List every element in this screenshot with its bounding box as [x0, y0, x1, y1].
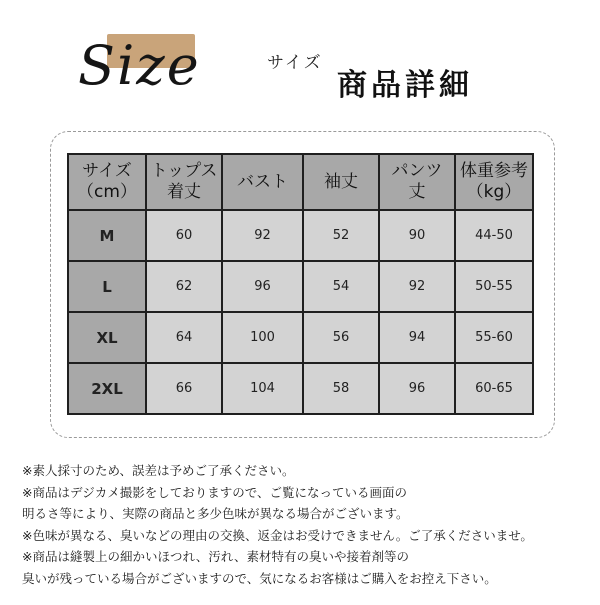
size-label-cell: L — [68, 261, 146, 312]
notes-list — [22, 460, 592, 589]
table-cell: 66 — [146, 363, 222, 414]
header-line: 袖丈 — [324, 171, 358, 192]
table-cell: 104 — [222, 363, 303, 414]
note-line: ※商品はデジカメ撮影をしておりますので、ご覧になっている画面の — [22, 484, 407, 500]
note-line: ※商品は縫製上の細かいほつれ、汚れ、素材特有の臭いや接着剤等の — [22, 549, 409, 564]
header-cell-pants-length — [379, 154, 455, 210]
header-line: 丈 — [408, 182, 426, 202]
size-script-title: Size — [78, 34, 201, 97]
size-japanese-label: サイズ — [267, 53, 323, 73]
table-cell: 62 — [146, 261, 222, 312]
table-cell: 96 — [379, 363, 455, 414]
header-cell-bust — [222, 154, 303, 210]
note-line: 明るさ等により、実際の商品と多少色味が異なる場合がございます。 — [22, 506, 409, 521]
table-cell: 55-60 — [455, 312, 533, 363]
size-table — [67, 153, 534, 415]
table-row — [68, 210, 533, 261]
page-title: 商品詳細 — [337, 68, 473, 103]
table-cell: 54 — [303, 261, 379, 312]
header-line: （cm） — [77, 182, 137, 202]
header-line: （kg） — [466, 182, 522, 202]
size-label-cell: M — [68, 210, 146, 261]
table-cell: 44-50 — [455, 210, 533, 261]
table-cell: 60-65 — [455, 363, 533, 414]
header-cell-sleeve — [303, 154, 379, 210]
size-label-cell: XL — [68, 312, 146, 363]
header-line: サイズ — [82, 161, 132, 181]
table-cell: 96 — [222, 261, 303, 312]
header-line: 体重参考 — [460, 161, 528, 181]
header-line: パンツ — [391, 161, 443, 181]
table-cell: 100 — [222, 312, 303, 363]
table-cell: 50-55 — [455, 261, 533, 312]
header-cell-tops-length — [146, 154, 222, 210]
table-row — [68, 261, 533, 312]
table-cell: 58 — [303, 363, 379, 414]
header-cell-size — [68, 154, 146, 210]
table-cell: 90 — [379, 210, 455, 261]
table-cell: 56 — [303, 312, 379, 363]
note-line: ※色味が異なる、臭いなどの理由の交換、返金はお受けできません。ご了承くださいませ。 — [22, 527, 533, 543]
table-cell: 92 — [379, 261, 455, 312]
table-row — [68, 312, 533, 363]
table-cell: 94 — [379, 312, 455, 363]
table-cell: 52 — [303, 210, 379, 261]
table-row — [68, 363, 533, 414]
header-line: トップス — [150, 161, 218, 181]
header-line: 着丈 — [167, 182, 201, 202]
header-line: バスト — [237, 171, 288, 192]
note-line: 臭いが残っている場合がございますので、気になるお客様はご購入をお控え下さい。 — [22, 570, 497, 586]
table-cell: 92 — [222, 210, 303, 261]
page-header — [0, 0, 600, 120]
note-line: ※素人採寸のため、誤差は予めご了承ください。 — [22, 463, 295, 478]
table-cell: 60 — [146, 210, 222, 261]
table-header-row — [68, 154, 533, 210]
size-label-cell: 2XL — [68, 363, 146, 414]
table-cell: 64 — [146, 312, 222, 363]
header-cell-weight — [455, 154, 533, 210]
